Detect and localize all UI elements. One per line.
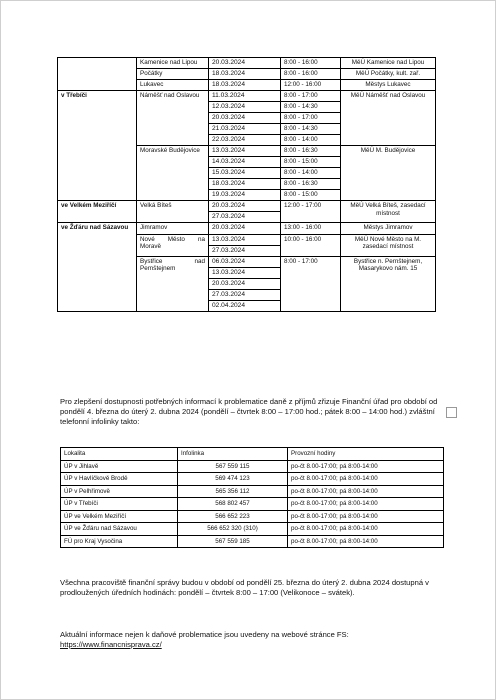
date-cell: 20.03.2024 <box>209 278 281 289</box>
office-cell: MěÚ Náměšť nad Oslavou <box>341 91 436 146</box>
time-cell: 8:00 - 16:00 <box>281 58 341 69</box>
location-cell: Náměšť nad Oslavou <box>137 91 209 146</box>
lokalita-cell: ÚP v Třebíči <box>61 498 178 511</box>
office-cell: MěÚ M. Budějovice <box>341 146 436 201</box>
website-paragraph <box>60 630 442 650</box>
time-cell: 8:00 - 15:00 <box>281 190 341 201</box>
phone-cell: 569 474 123 <box>178 473 288 486</box>
phone-cell: 566 652 320 (310) <box>178 523 288 536</box>
date-cell: 27.03.2024 <box>209 245 281 256</box>
phone-cell: 566 652 223 <box>178 510 288 523</box>
table-row <box>61 460 444 473</box>
time-cell: 8:00 - 17:00 <box>281 113 341 124</box>
table-row <box>61 485 444 498</box>
date-cell: 18.03.2024 <box>209 179 281 190</box>
date-cell: 12.03.2024 <box>209 102 281 113</box>
date-cell: 27.03.2024 <box>209 289 281 300</box>
location-cell: Lukavec <box>137 80 209 91</box>
date-cell: 02.04.2024 <box>209 300 281 311</box>
date-cell: 15.03.2024 <box>209 168 281 179</box>
location-cell: Jimramov <box>137 223 209 234</box>
location-cell: Moravské Budějovice <box>137 146 209 201</box>
date-cell: 21.03.2024 <box>209 124 281 135</box>
date-cell: 06.03.2024 <box>209 256 281 267</box>
infolinky-table <box>60 447 444 548</box>
table-row <box>58 223 436 234</box>
lokalita-cell: FÚ pro Kraj Vysočina <box>61 535 178 548</box>
date-cell: 13.03.2024 <box>209 146 281 157</box>
city-cell: ve Žďáru nad Sázavou <box>58 223 137 311</box>
location-cell: Velká Bíteš <box>137 201 209 223</box>
table-row <box>58 201 436 212</box>
date-cell: 13.03.2024 <box>209 267 281 278</box>
city-cell: v Třebíči <box>58 91 137 201</box>
table-row <box>61 523 444 536</box>
time-cell: 12:00 - 16:00 <box>281 80 341 91</box>
time-cell: 13:00 - 16:00 <box>281 223 341 234</box>
time-cell: 8:00 - 17:00 <box>281 91 341 102</box>
header-cell: Lokalita <box>61 448 178 461</box>
office-cell: MěÚ Kamenice nad Lipou <box>341 58 436 69</box>
time-cell: 8:00 - 16:00 <box>281 69 341 80</box>
table-row <box>61 498 444 511</box>
location-cell: Počátky <box>137 69 209 80</box>
table-header-row <box>61 448 444 461</box>
time-cell: 8:00 - 14:00 <box>281 135 341 146</box>
phone-cell: 568 802 457 <box>178 498 288 511</box>
phone-cell: 567 559 115 <box>178 460 288 473</box>
office-cell: MěÚ Velká Bíteš, zasedací místnost <box>341 201 436 223</box>
table-row <box>61 510 444 523</box>
date-cell: 18.03.2024 <box>209 80 281 91</box>
office-cell: MěÚ Počátky, kult. zař. <box>341 69 436 80</box>
date-cell: 18.03.2024 <box>209 69 281 80</box>
location-cell: Bystřice nad Pernštejnem <box>137 256 209 311</box>
city-cell <box>58 58 137 91</box>
time-cell: 10:00 - 16:00 <box>281 234 341 256</box>
lokalita-cell: ÚP v Jihlavě <box>61 460 178 473</box>
office-cell: Bystřice n. Pernštejnem, Masarykovo nám. 15 <box>341 256 436 311</box>
date-cell: 14.03.2024 <box>209 157 281 168</box>
date-cell: 11.03.2024 <box>209 91 281 102</box>
phone-cell: 565 356 112 <box>178 485 288 498</box>
city-cell: ve Velkém Meziříčí <box>58 201 137 223</box>
hours-cell: po-čt 8.00-17:00; pá 8:00-14:00 <box>288 498 444 511</box>
lokalita-cell: ÚP ve Žďáru nad Sázavou <box>61 523 178 536</box>
hours-cell: po-čt 8.00-17:00; pá 8:00-14:00 <box>288 535 444 548</box>
table-row <box>61 535 444 548</box>
time-cell: 8:00 - 17:00 <box>281 256 341 311</box>
date-cell: 19.03.2024 <box>209 190 281 201</box>
location-cell: Nové Město na Moravě <box>137 234 209 256</box>
date-cell: 20.03.2024 <box>209 113 281 124</box>
infoline-intro-paragraph: Pro zlepšení dostupnosti potřebných informací k problematice daně z příjmů zřizuje Finanční úřad pro období od pondělí 4. března do úterý 2. dubna 2024 (pondělí – čtvrtek 8:00 – 17:00 hod.; pátek 8:00 – 14:00 hod.) zvláštní telefonní infolinky takto: <box>60 397 438 427</box>
time-cell: 8:00 - 14:30 <box>281 124 341 135</box>
website-text: Aktuální informace nejen k daňové problematice jsou uvedeny na webové stránce FS: <box>60 630 349 639</box>
header-cell: Infolinka <box>178 448 288 461</box>
time-cell: 8:00 - 14:30 <box>281 102 341 113</box>
time-cell: 8:00 - 14:00 <box>281 168 341 179</box>
time-cell: 8:00 - 15:00 <box>281 157 341 168</box>
hours-cell: po-čt 8.00-17:00; pá 8:00-14:00 <box>288 510 444 523</box>
date-cell: 20.03.2024 <box>209 58 281 69</box>
time-cell: 8:00 - 16:30 <box>281 179 341 190</box>
location-cell: Kamenice nad Lipou <box>137 58 209 69</box>
website-link[interactable]: https://www.financnisprava.cz/ <box>60 640 162 650</box>
office-cell: MěÚ Nové Město na M. zasedací místnost <box>341 234 436 256</box>
hours-cell: po-čt 8.00-17:00; pá 8:00-14:00 <box>288 485 444 498</box>
schedule-table <box>57 57 436 312</box>
hours-cell: po-čt 8.00-17:00; pá 8:00-14:00 <box>288 460 444 473</box>
time-cell: 8:00 - 16:30 <box>281 146 341 157</box>
lokalita-cell: ÚP v Havlíčkově Brodě <box>61 473 178 486</box>
hours-cell: po-čt 8.00-17:00; pá 8:00-14:00 <box>288 473 444 486</box>
hours-cell: po-čt 8.00-17:00; pá 8:00-14:00 <box>288 523 444 536</box>
office-hours-paragraph: Všechna pracoviště finanční správy budou v období od pondělí 25. března do úterý 2. dubna 2024 dostupná v prodloužených úředních hodinách: pondělí – čtvrtek 8:00 – 17:00 (Velikonoce – svátek). <box>60 578 429 598</box>
date-cell: 20.03.2024 <box>209 201 281 212</box>
lokalita-cell: ÚP ve Velkém Meziříčí <box>61 510 178 523</box>
table-row <box>58 58 436 69</box>
phone-cell: 567 559 185 <box>178 535 288 548</box>
date-cell: 27.03.2024 <box>209 212 281 223</box>
header-cell: Provozní hodiny <box>288 448 444 461</box>
table-row <box>58 91 436 102</box>
form-checkbox[interactable] <box>446 407 457 418</box>
office-cell: Městys Jimramov <box>341 223 436 234</box>
date-cell: 20.03.2024 <box>209 223 281 234</box>
date-cell: 13.03.2024 <box>209 234 281 245</box>
office-cell: Městys Lukavec <box>341 80 436 91</box>
lokalita-cell: ÚP v Pelhřimově <box>61 485 178 498</box>
time-cell: 12:00 - 17:00 <box>281 201 341 223</box>
table-row <box>61 473 444 486</box>
date-cell: 22.03.2024 <box>209 135 281 146</box>
